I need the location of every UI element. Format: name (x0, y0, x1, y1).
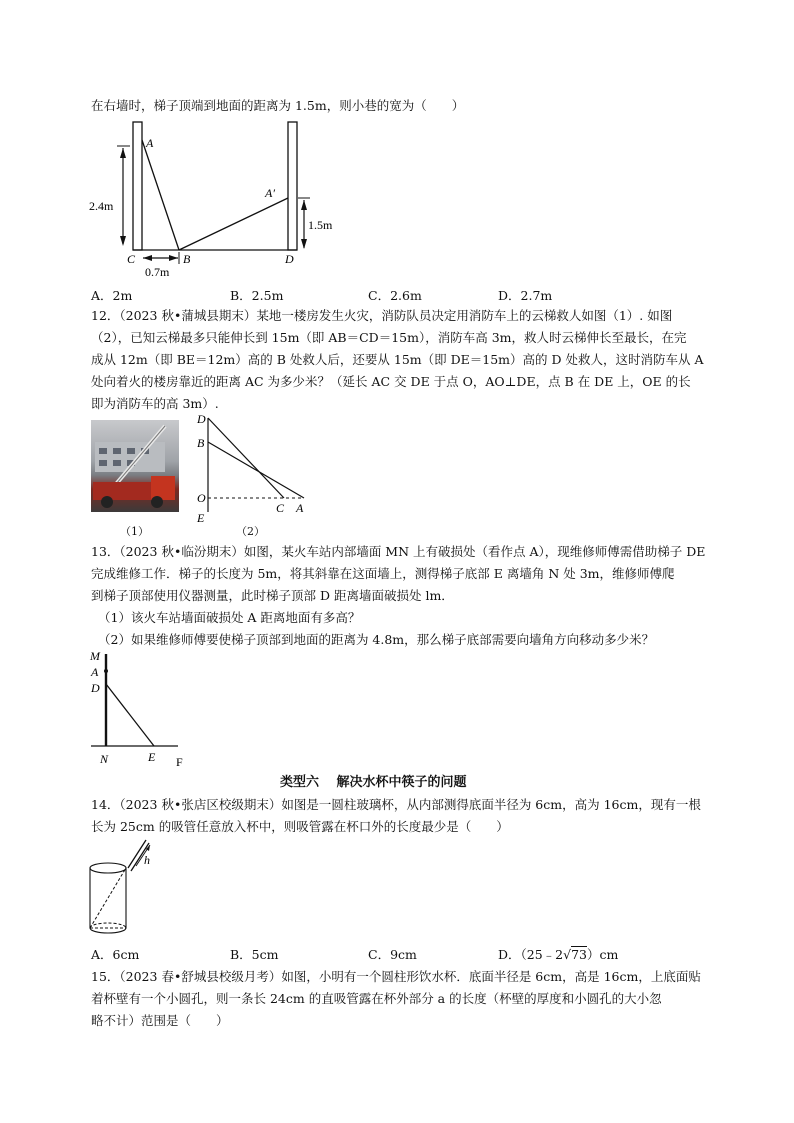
q15-line-2: 着杯壁有一个小圆孔，则一条长 24cm 的直吸管露在杯外部分 a 的长度（杯壁的厚度和小圆孔的大小忽 (91, 991, 662, 1006)
q12-line-5: 即为消防车的高 3m）. (91, 396, 219, 411)
q13-sub-2: （2）如果维修师傅要使梯子顶部到地面的距离为 4.8m，那么梯子底部需要向墙角方向移动多少米？ (98, 632, 655, 647)
q14-cylinder-cup-figure (84, 836, 164, 944)
q14-option-d-suffix: ）cm (587, 947, 619, 962)
q13-label-D: D (91, 681, 100, 695)
q11-option-a[interactable]: A．2m (91, 288, 133, 303)
q14-option-d[interactable] (498, 945, 618, 965)
q12-label-C: C (276, 501, 285, 515)
q13-label-N: N (100, 752, 109, 766)
q14-option-a[interactable]: A．6cm (91, 947, 140, 962)
q11-label-A-prime: A′ (265, 186, 275, 200)
q14-option-d-radicand: 73 (571, 947, 588, 962)
q12-label-O: O (197, 491, 206, 505)
q12-label-D: D (197, 412, 206, 426)
sqrt-icon: √ (563, 947, 572, 962)
q11-option-b[interactable]: B．2.5m (230, 288, 284, 303)
q13-label-E: E (148, 750, 156, 764)
q11-question-tail: 在右墙时，梯子顶端到地面的距离为 1.5m，则小巷的宽为（ ） (91, 98, 465, 113)
q12-line-2: （2），已知云梯最多只能伸长到 15m（即 AB＝CD＝15m），消防车高 3m，救人时云梯伸长至最长，在完 (91, 330, 687, 345)
q11-label-D: D (285, 252, 294, 266)
q13-label-F: F (176, 755, 183, 769)
q11-ladder-alley-figure (89, 118, 348, 283)
q12-line-3: 成从 12m（即 BE＝12m）高的 B 处救人后，还要从 15m（即 DE＝15m）高的 D 处救人，这时消防车从 A (91, 352, 704, 367)
q12-label-B: B (197, 436, 205, 450)
q14-label-h: h (144, 853, 150, 867)
q11-option-c[interactable]: C．2.6m (368, 288, 422, 303)
q12-label-A: A (296, 501, 304, 515)
section-title: 类型六 解决水杯中筷子的问题 (280, 775, 467, 790)
q14-option-c[interactable]: C．9cm (368, 947, 417, 962)
q14-option-d-prefix: D．（25﹣2 (498, 947, 564, 962)
fire-truck-ladder-photo (91, 420, 179, 512)
q14-line-1: 14．（2023 秋•张店区校级期末）如图是一圆柱玻璃杯，从内部测得底面半径为 6cm，高为 16cm，现有一根 (91, 797, 701, 812)
q11-label-cb: 0.7m (145, 265, 170, 279)
q13-label-M: M (90, 649, 100, 663)
q13-line-3: 到梯子顶部使用仪器测量，此时梯子顶部 D 距离墙面破损处 lm． (91, 588, 454, 603)
q11-option-d[interactable]: D．2.7m (498, 288, 553, 303)
q13-line-1: 13．（2023 秋•临汾期末）如图，某火车站内部墙面 MN 上有破损处（看作点 A），现维修师傅需借助梯子 DE (91, 544, 706, 559)
q12-line-1: 12．（2023 秋•蒲城县期末）某地一楼房发生火灾，消防队员决定用消防车上的云梯救人如图（1）. 如图 (91, 308, 673, 323)
q14-line-2: 长为 25cm 的吸管任意放入杯中，则吸管露在杯口外的长度最少是（ ） (91, 819, 509, 834)
q12-ladder-diagram (196, 412, 316, 530)
q12-caption-2: （2） (236, 525, 265, 538)
q13-sub-1: （1）该火车站墙面破损处 A 距离地面有多高？ (98, 610, 361, 625)
q11-label-height-right: 1.5m (308, 218, 333, 232)
q14-option-b[interactable]: B．5cm (230, 947, 279, 962)
q11-label-height-left: 2.4m (89, 199, 114, 213)
q13-wall-ladder-figure (86, 648, 196, 770)
q11-label-B: B (183, 252, 191, 266)
q15-line-3: 略不计）范围是（ ） (91, 1013, 229, 1028)
q15-line-1: 15．（2023 春•舒城县校级月考）如图，小明有一个圆柱形饮水杯．底面半径是 6cm，高是 16cm，上底面贴 (91, 969, 701, 984)
q13-label-A: A (91, 665, 99, 679)
q11-label-C: C (127, 252, 136, 266)
q13-line-2: 完成维修工作．梯子的长度为 5m，将其斜靠在这面墙上，测得梯子底部 E 离墙角 N 处 3m，维修师傅爬 (91, 566, 675, 581)
q12-line-4: 处向着火的楼房靠近的距离 AC 为多少米？（延长 AC 交 DE 于点 O，AO⊥DE，点 B 在 DE 上，OE 的长 (91, 374, 691, 389)
q12-caption-1: （1） (120, 525, 149, 538)
q12-label-E: E (197, 511, 205, 525)
q11-label-A: A (146, 136, 154, 150)
